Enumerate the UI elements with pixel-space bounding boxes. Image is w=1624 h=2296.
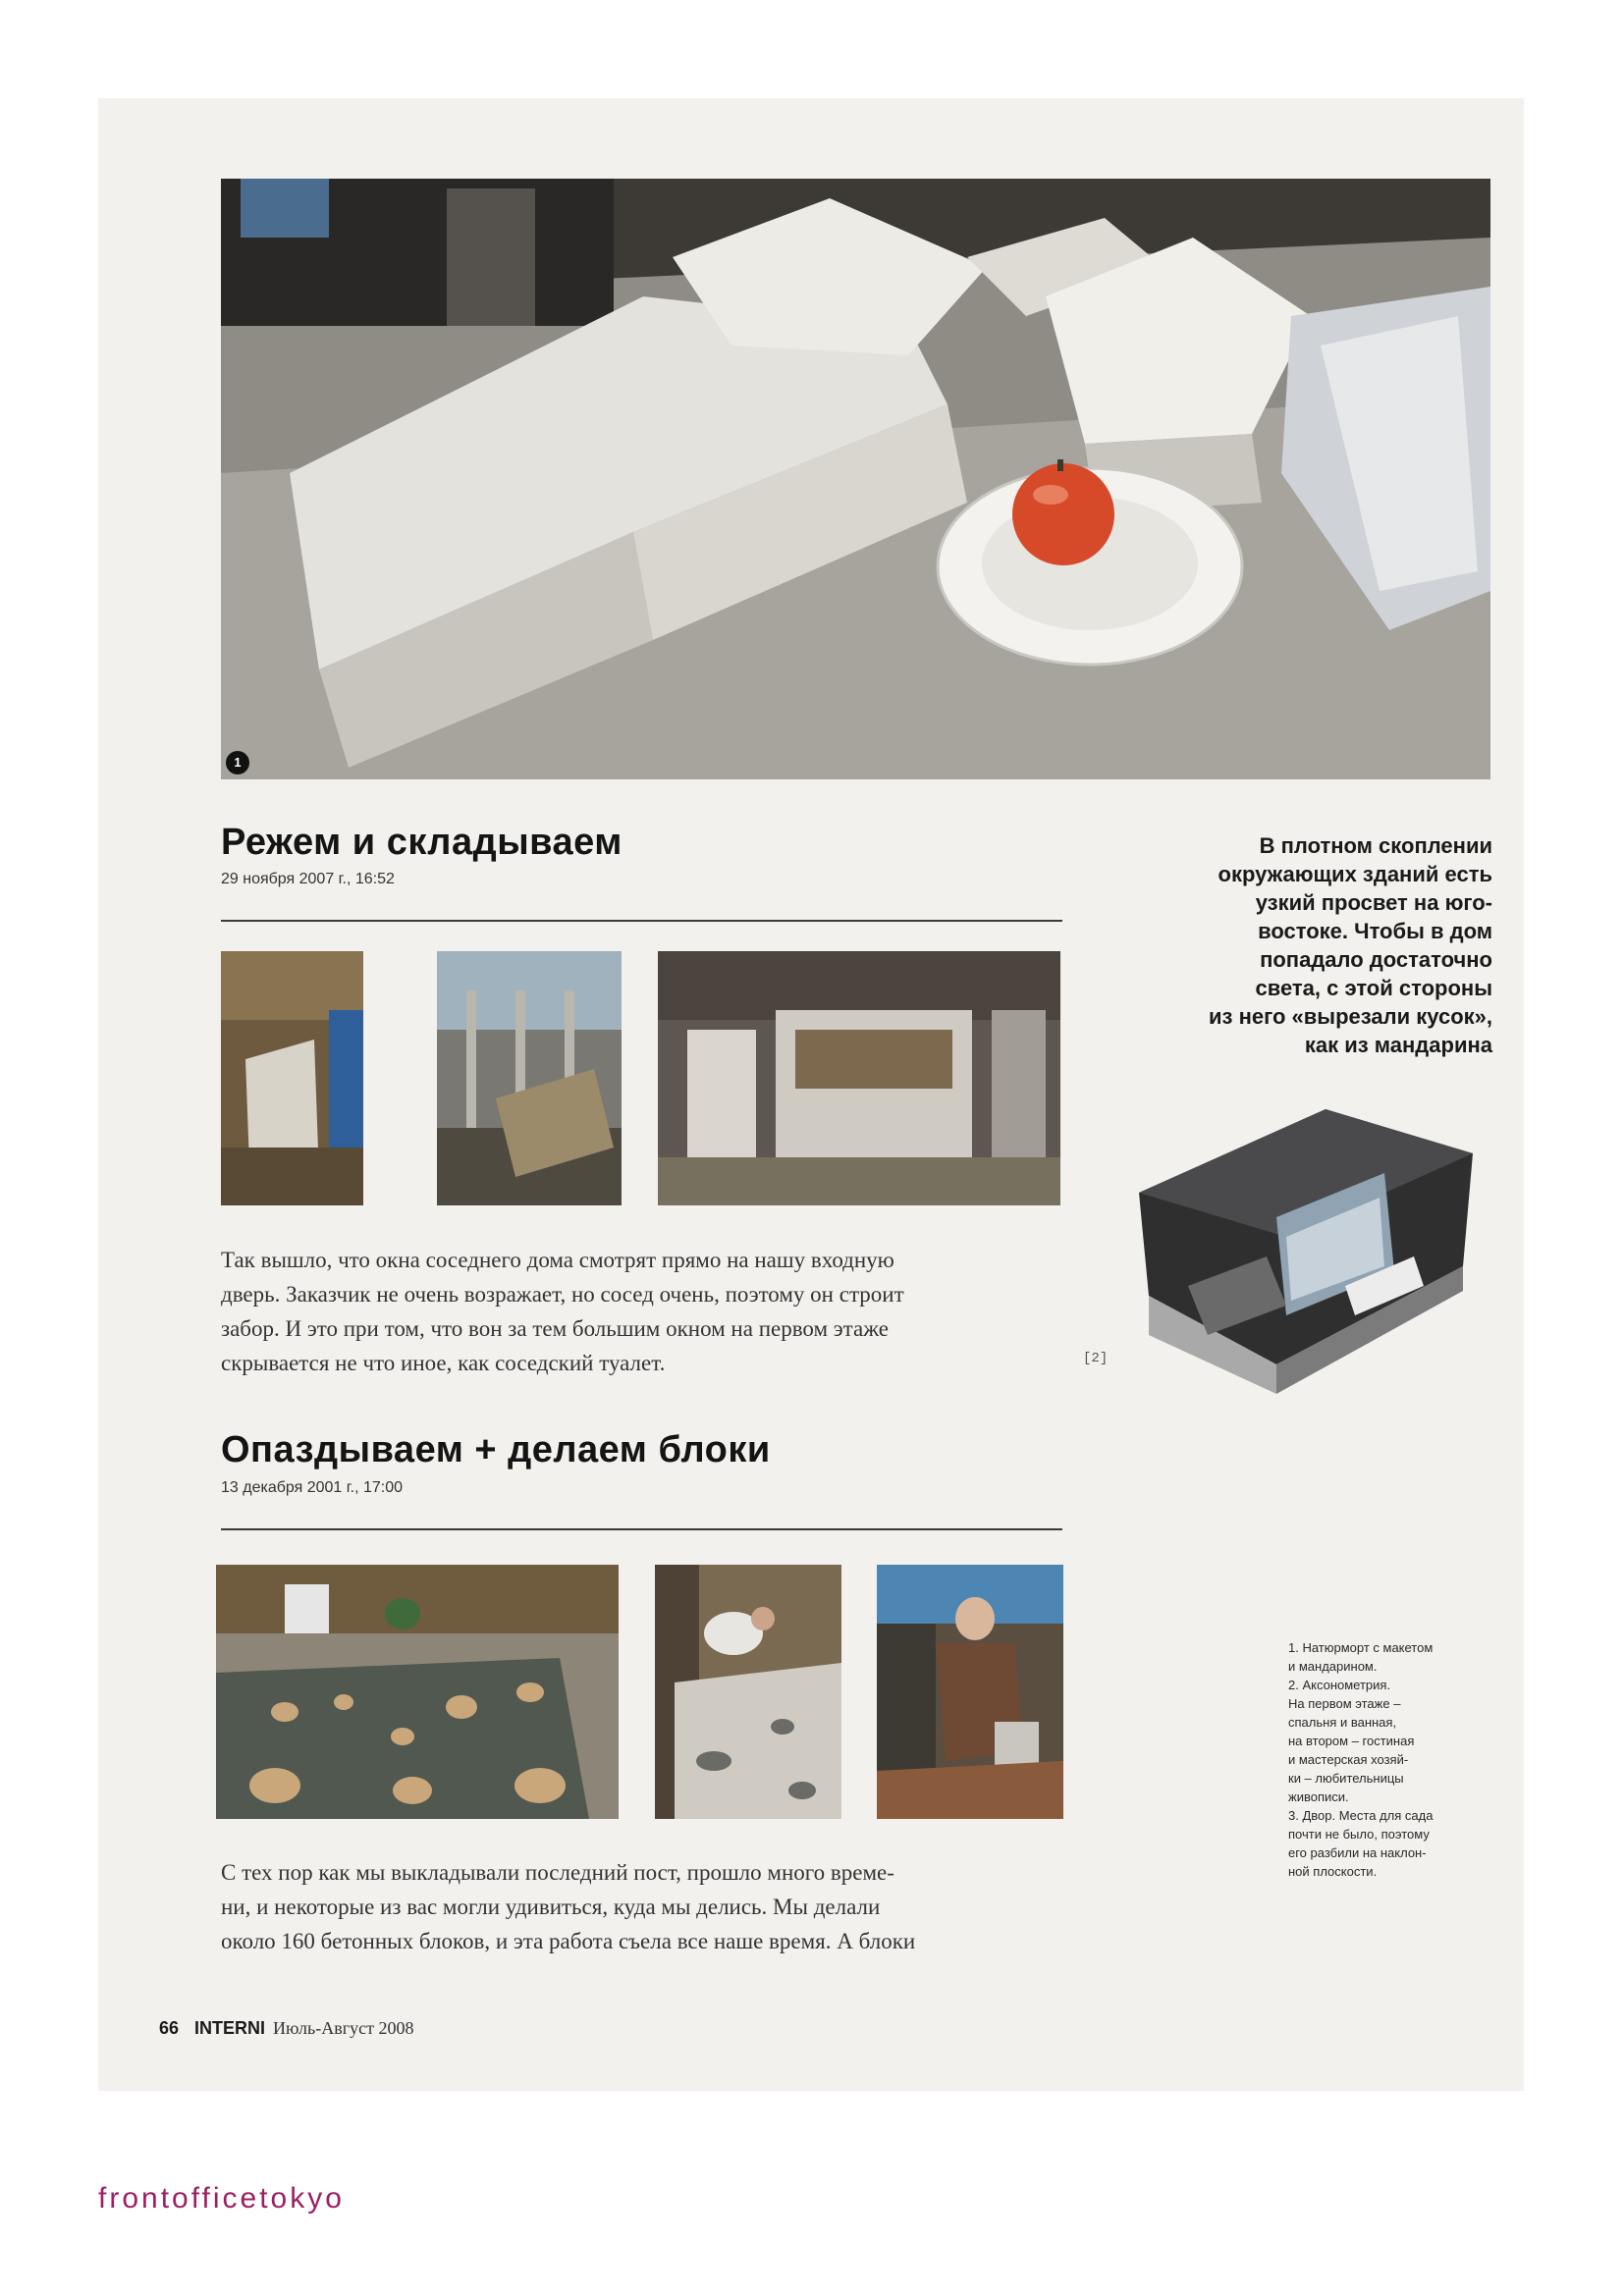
caption-line: На первом этаже – — [1288, 1696, 1401, 1711]
body-line: Так вышло, что окна соседнего дома смотрят прямо на нашу входную — [221, 1248, 894, 1272]
courtyard-photo-3 — [877, 1565, 1063, 1819]
caption-line: его разбили на наклон- — [1288, 1845, 1427, 1860]
photo-1-badge: 1 — [226, 751, 249, 774]
caption-line: 3. Двор. Места для сада — [1288, 1808, 1434, 1823]
body-line: около 160 бетонных блоков, и эта работа съела все наше время. А блоки — [221, 1929, 916, 1953]
construction-photo-3 — [658, 951, 1060, 1205]
caption-line: и мандарином. — [1288, 1659, 1378, 1674]
section-2-body — [221, 1855, 915, 1958]
courtyard-photo-2 — [655, 1565, 841, 1819]
caption-line: 2. Аксонометрия. — [1288, 1678, 1391, 1692]
section-1-rule — [221, 920, 1062, 922]
pull-quote-line: В плотном скоплении — [1259, 833, 1492, 858]
section-2-rule — [221, 1528, 1062, 1530]
main-photo-model-mandarin — [221, 179, 1490, 779]
pull-quote-line: узкий просвет на юго- — [1255, 890, 1492, 915]
caption-line: на втором – гостиная — [1288, 1734, 1415, 1748]
caption-line: 1. Натюрморт с макетом — [1288, 1640, 1434, 1655]
pull-quote-line: как из мандарина — [1304, 1033, 1492, 1057]
axonometry-number: 2 — [1091, 1351, 1100, 1366]
caption-line: ной плоскости. — [1288, 1864, 1378, 1879]
pull-quote-line: света, с этой стороны — [1255, 976, 1492, 1000]
caption-line: и мастерская хозяй- — [1288, 1752, 1409, 1767]
body-line: забор. И это при том, что вон за тем большим окном на первом этаже — [221, 1316, 889, 1341]
magazine-name: INTERNI — [194, 2018, 266, 2038]
page-number: 66 — [159, 2018, 180, 2038]
pull-quote-line: востоке. Чтобы в дом — [1258, 919, 1492, 943]
caption-line: живописи. — [1288, 1789, 1349, 1804]
body-line: скрывается не что иное, как соседский туалет. — [221, 1351, 666, 1375]
section-1-heading: Режем и складываем — [221, 822, 623, 863]
issue-date: Июль-Август 2008 — [273, 2018, 414, 2038]
section-1-date: 29 ноября 2007 г., 16:52 — [221, 871, 395, 887]
body-line: С тех пор как мы выкладывали последний пост, прошло много време- — [221, 1860, 894, 1885]
pull-quote — [1080, 831, 1492, 1059]
courtyard-photo-1 — [216, 1565, 619, 1819]
body-line: ни, и некоторые из вас могли удивиться, куда мы делись. Мы делали — [221, 1895, 881, 1919]
construction-photo-1 — [221, 951, 363, 1205]
caption-line: спальня и ванная, — [1288, 1715, 1397, 1730]
section-1-body — [221, 1243, 904, 1380]
caption-line: почти не было, поэтому — [1288, 1827, 1430, 1842]
section-2-date: 13 декабря 2001 г., 17:00 — [221, 1479, 404, 1496]
body-line: дверь. Заказчик не очень возражает, но сосед очень, поэтому он строит — [221, 1282, 904, 1307]
page-footer — [159, 2018, 413, 2039]
pull-quote-line: окружающих зданий есть — [1218, 862, 1492, 886]
pull-quote-line: попадало достаточно — [1260, 947, 1492, 972]
section-2-heading: Опаздываем + делаем блоки — [221, 1429, 771, 1470]
axonometry-figure-number: [2] — [1083, 1351, 1109, 1366]
brand-wordmark: frontofficetokyo — [98, 2182, 345, 2215]
axonometry-illustration — [1129, 1099, 1483, 1394]
construction-photo-2 — [437, 951, 622, 1205]
pull-quote-line: из него «вырезали кусок», — [1209, 1004, 1492, 1029]
caption-line: ки – любительницы — [1288, 1771, 1404, 1786]
figure-captions — [1288, 1638, 1485, 1881]
